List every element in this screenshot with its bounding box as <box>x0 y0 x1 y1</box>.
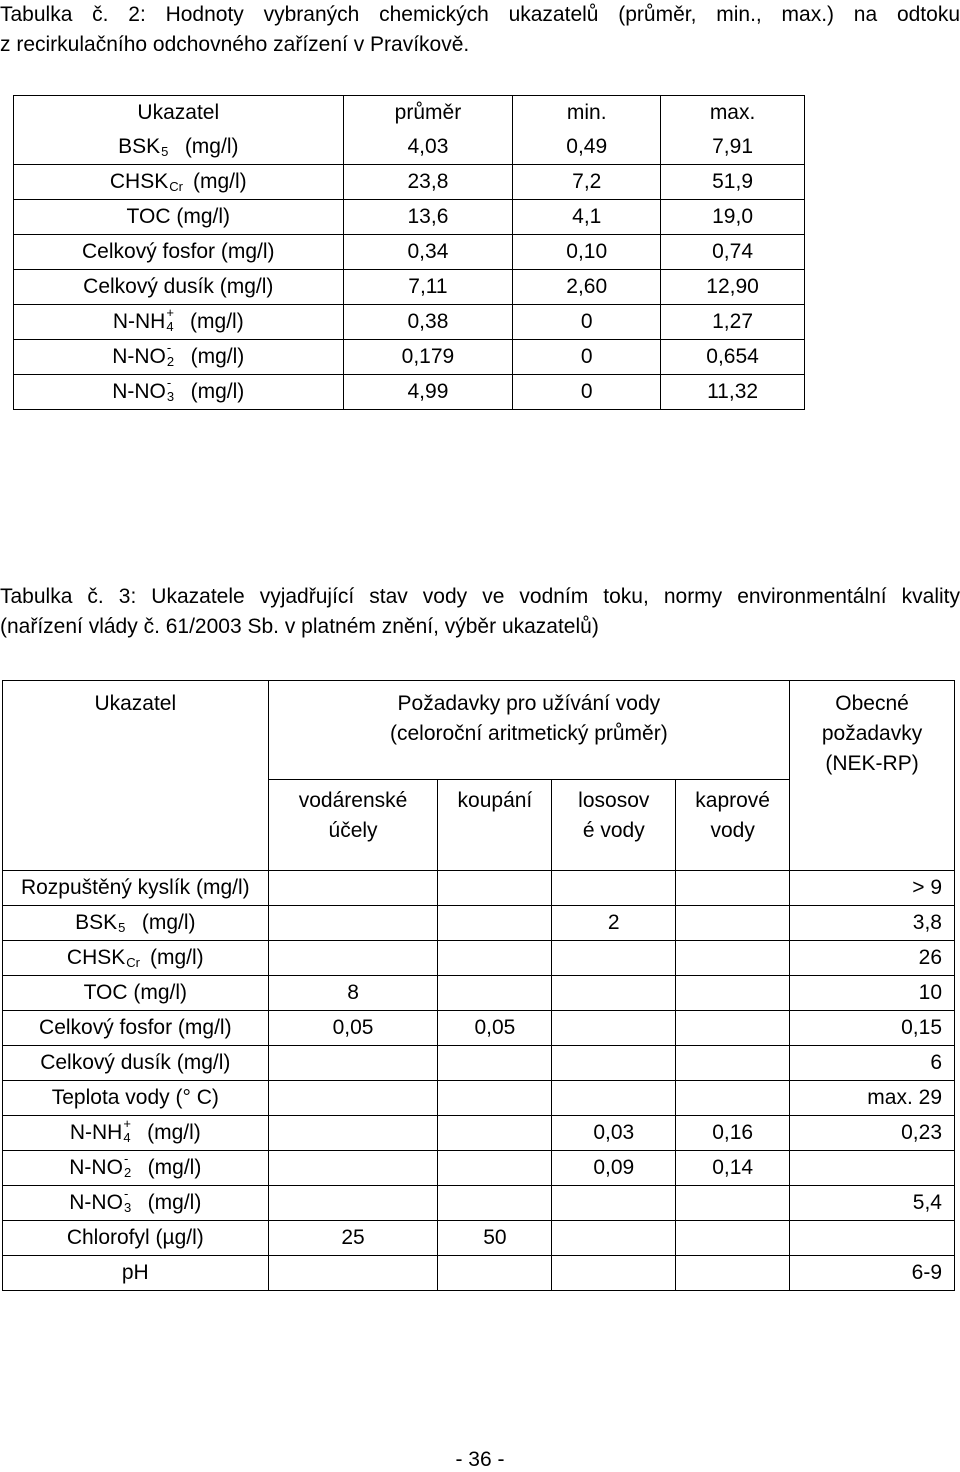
value-cell: 0 <box>513 375 661 410</box>
indicator-name: TOC <box>126 205 171 228</box>
value-cell: 7,91 <box>661 130 805 165</box>
value-cell: 4,1 <box>513 200 661 235</box>
indicator-name: CHSK <box>66 946 126 969</box>
table-row <box>3 1186 955 1221</box>
indicator-cell <box>14 375 344 410</box>
value-cell: 0,16 <box>676 1116 790 1151</box>
value-cell <box>552 941 676 976</box>
indicator-unit: (mg/l) <box>144 946 204 969</box>
table3-header-obecne-line1: Obecné <box>835 692 909 715</box>
indicator-superscript: - <box>166 374 172 390</box>
value-cell <box>268 1151 438 1186</box>
value-cell: 3,8 <box>790 906 955 941</box>
indicator-superscript: + <box>123 1115 131 1131</box>
indicator-unit: (mg/l) <box>141 1191 202 1214</box>
value-cell <box>790 1221 955 1256</box>
value-cell: 25 <box>268 1221 438 1256</box>
indicator-superscript: - <box>123 1150 129 1166</box>
table3-header-pozadavky-line1: Požadavky pro užívání vody <box>397 692 661 715</box>
indicator-index-wrap <box>166 339 185 370</box>
indicator-name: N-NO <box>69 1156 123 1179</box>
value-cell <box>676 1011 790 1046</box>
table2-body <box>14 96 805 410</box>
indicator-unit: (mg/l) <box>127 981 188 1004</box>
indicator-cell <box>14 130 344 165</box>
indicator-name: N-NH <box>112 310 166 333</box>
value-cell: 1,27 <box>661 305 805 340</box>
value-cell: 7,11 <box>343 270 513 305</box>
table-row <box>14 235 805 270</box>
indicator-name: Rozpuštěný kyslík <box>20 876 191 899</box>
table-row <box>3 1116 955 1151</box>
indicator-index-wrap <box>123 1150 142 1181</box>
indicator-name: BSK <box>118 135 161 158</box>
indicator-unit: (° C) <box>169 1086 219 1109</box>
table3-subheader-kaprove-line1: kaprové <box>695 789 770 812</box>
indicator-unit: (µg/l) <box>149 1226 204 1249</box>
table-row <box>3 906 955 941</box>
table3-header-obecne <box>790 681 955 871</box>
indicator-cell <box>14 165 344 200</box>
value-cell: 7,2 <box>513 165 661 200</box>
indicator-name: N-NO <box>112 380 166 403</box>
value-cell <box>552 1221 676 1256</box>
indicator-index-wrap <box>166 374 185 405</box>
value-cell <box>676 1046 790 1081</box>
value-cell: 23,8 <box>343 165 513 200</box>
table2 <box>13 95 805 410</box>
indicator-name: N-NH <box>69 1121 123 1144</box>
table3-header-obecne-line2: požadavky <box>821 722 923 745</box>
indicator-cell <box>14 340 344 375</box>
table3-subheader-vodarenske <box>268 780 438 871</box>
indicator-subscript: 3 <box>123 1199 132 1215</box>
indicator-subscript: 5 <box>161 143 169 159</box>
table3-subheader-lososove-line1: lososov <box>578 789 650 812</box>
value-cell: 0 <box>513 340 661 375</box>
indicator-subscript: Cr <box>126 954 140 970</box>
value-cell <box>438 1186 552 1221</box>
value-cell: 50 <box>438 1221 552 1256</box>
value-cell <box>268 1186 438 1221</box>
indicator-unit: (mg/l) <box>170 205 230 228</box>
value-cell <box>438 871 552 906</box>
indicator-unit: (mg/l) <box>187 170 247 193</box>
indicator-cell <box>3 1046 269 1081</box>
value-cell: 0,10 <box>513 235 661 270</box>
indicator-index-wrap <box>165 304 184 335</box>
table3-caption <box>0 582 960 642</box>
table3-header-obecne-line3: (NEK-RP) <box>825 752 919 775</box>
value-cell <box>268 1046 438 1081</box>
value-cell: 0,03 <box>552 1116 676 1151</box>
value-cell: 4,03 <box>343 130 513 165</box>
indicator-cell <box>14 270 344 305</box>
indicator-name: BSK <box>75 911 118 934</box>
indicator-cell <box>3 1221 269 1256</box>
value-cell <box>438 1081 552 1116</box>
table3-caption-line2: (nařízení vlády č. 61/2003 Sb. v platném znění, výběr ukazatelů) <box>0 615 599 638</box>
table3-header-pozadavky <box>268 681 789 780</box>
table2-caption-line2: z recirkulačního odchovného zařízení v Pravíkově. <box>0 33 470 56</box>
indicator-cell <box>3 976 269 1011</box>
indicator-cell <box>3 871 269 906</box>
table-row <box>14 270 805 305</box>
value-cell <box>268 1081 438 1116</box>
page-number: - 36 - <box>455 1448 505 1471</box>
table3-caption-line1: Tabulka č. 3: Ukazatele vyjadřující stav vody ve vodním toku, normy environmentální kvality <box>0 585 960 608</box>
value-cell <box>676 906 790 941</box>
indicator-cell <box>3 1116 269 1151</box>
value-cell <box>676 1256 790 1291</box>
table-row <box>3 941 955 976</box>
indicator-cell <box>14 200 344 235</box>
table-row <box>14 200 805 235</box>
value-cell <box>552 976 676 1011</box>
table2-caption <box>0 0 960 60</box>
value-cell: max. 29 <box>790 1081 955 1116</box>
indicator-subscript: 2 <box>123 1164 132 1180</box>
value-cell <box>438 941 552 976</box>
table3-header-pozadavky-line2: (celoroční aritmetický průměr) <box>389 722 668 745</box>
value-cell: 8 <box>268 976 438 1011</box>
value-cell: 12,90 <box>661 270 805 305</box>
value-cell: 0,38 <box>343 305 513 340</box>
indicator-unit: (mg/l) <box>184 345 245 368</box>
table-row <box>3 1256 955 1291</box>
table-row <box>3 1221 955 1256</box>
indicator-index-wrap <box>123 1185 142 1216</box>
indicator-subscript: Cr <box>169 178 183 194</box>
value-cell <box>676 976 790 1011</box>
value-cell: 11,32 <box>661 375 805 410</box>
indicator-name: CHSK <box>109 170 169 193</box>
value-cell <box>268 871 438 906</box>
value-cell <box>552 1011 676 1046</box>
table-row <box>3 976 955 1011</box>
value-cell <box>268 1256 438 1291</box>
value-cell: 0,14 <box>676 1151 790 1186</box>
value-cell <box>438 1151 552 1186</box>
value-cell <box>552 1186 676 1221</box>
value-cell: 0,654 <box>661 340 805 375</box>
indicator-unit: (mg/l) <box>184 310 244 333</box>
indicator-name: TOC <box>83 981 128 1004</box>
value-cell <box>676 1186 790 1221</box>
table3-subheader-kaprove-line2: vody <box>710 819 755 842</box>
value-cell: 0,74 <box>661 235 805 270</box>
indicator-unit: (mg/l) <box>141 1156 202 1179</box>
table-row <box>3 871 955 906</box>
value-cell <box>676 1221 790 1256</box>
indicator-index-wrap <box>125 946 144 971</box>
value-cell: 6-9 <box>790 1256 955 1291</box>
indicator-cell <box>3 1186 269 1221</box>
value-cell <box>552 871 676 906</box>
indicator-unit: (mg/l) <box>141 1121 201 1144</box>
indicator-unit: (mg/l) <box>215 240 275 263</box>
indicator-superscript: + <box>166 304 174 320</box>
table2-caption-line1: Tabulka č. 2: Hodnoty vybraných chemických ukazatelů (průměr, min., max.) na odtoku <box>0 3 960 26</box>
indicator-unit: (mg/l) <box>213 275 274 298</box>
indicator-subscript: 4 <box>123 1129 131 1145</box>
table-row <box>14 305 805 340</box>
value-cell <box>790 1151 955 1186</box>
value-cell <box>268 941 438 976</box>
table2-header-row <box>14 96 805 131</box>
table3-header-row1 <box>3 681 955 780</box>
value-cell <box>552 1046 676 1081</box>
indicator-subscript: 4 <box>166 318 174 334</box>
table3-subheader-koupani <box>438 780 552 871</box>
table3-subheader-vodarenske-line2: účely <box>328 819 378 842</box>
indicator-index-wrap <box>160 135 179 160</box>
value-cell: 51,9 <box>661 165 805 200</box>
value-cell <box>438 1116 552 1151</box>
indicator-unit: (mg/l) <box>178 135 239 158</box>
value-cell: 0,05 <box>268 1011 438 1046</box>
value-cell <box>676 941 790 976</box>
indicator-cell <box>3 1011 269 1046</box>
indicator-unit: (mg/l) <box>170 1051 231 1074</box>
value-cell <box>438 1256 552 1291</box>
table3 <box>2 680 955 1291</box>
indicator-index-wrap <box>122 1115 141 1146</box>
indicator-cell <box>3 1151 269 1186</box>
table3-subheader-lososove <box>552 780 676 871</box>
value-cell <box>676 871 790 906</box>
table-row <box>3 1081 955 1116</box>
indicator-name: N-NO <box>112 345 166 368</box>
value-cell: 0,23 <box>790 1116 955 1151</box>
value-cell: > 9 <box>790 871 955 906</box>
indicator-name: Celkový dusík <box>83 275 214 298</box>
table-row <box>14 375 805 410</box>
table3-header-ukazatel: Ukazatel <box>3 681 269 871</box>
value-cell <box>268 906 438 941</box>
indicator-subscript: 2 <box>166 353 175 369</box>
value-cell <box>268 1116 438 1151</box>
indicator-name: N-NO <box>69 1191 123 1214</box>
value-cell: 19,0 <box>661 200 805 235</box>
table-row <box>3 1046 955 1081</box>
value-cell: 2,60 <box>513 270 661 305</box>
indicator-cell <box>3 1256 269 1291</box>
indicator-cell <box>14 305 344 340</box>
value-cell: 10 <box>790 976 955 1011</box>
indicator-name: pH <box>121 1261 149 1284</box>
indicator-superscript: - <box>123 1185 129 1201</box>
table-row <box>14 130 805 165</box>
value-cell <box>676 1081 790 1116</box>
indicator-name: Teplota vody <box>51 1086 170 1109</box>
indicator-name: Celkový fosfor <box>39 1016 173 1039</box>
value-cell: 6 <box>790 1046 955 1081</box>
indicator-unit: (mg/l) <box>184 380 245 403</box>
indicator-name: Chlorofyl <box>66 1226 150 1249</box>
table3-subheader-lososove-line2: é vody <box>582 819 645 842</box>
indicator-name: Celkový fosfor <box>82 240 216 263</box>
table2-header-ukazatel: Ukazatel <box>14 96 344 131</box>
value-cell: 0,09 <box>552 1151 676 1186</box>
value-cell <box>552 1081 676 1116</box>
indicator-unit: (mg/l) <box>136 911 196 934</box>
indicator-subscript: 5 <box>118 919 126 935</box>
value-cell <box>438 976 552 1011</box>
table3-subheader-koupani-line1: koupání <box>457 789 533 812</box>
table-row <box>3 1011 955 1046</box>
indicator-cell <box>3 906 269 941</box>
value-cell: 26 <box>790 941 955 976</box>
table2-header-min: min. <box>513 96 661 131</box>
indicator-superscript: - <box>166 339 172 355</box>
table-row <box>14 165 805 200</box>
indicator-cell <box>3 941 269 976</box>
table2-header-prumer: průměr <box>343 96 513 131</box>
table3-subheader-vodarenske-line1: vodárenské <box>298 789 408 812</box>
table-row <box>3 1151 955 1186</box>
indicator-cell <box>14 235 344 270</box>
table-row <box>14 340 805 375</box>
indicator-cell <box>3 1081 269 1116</box>
value-cell: 4,99 <box>343 375 513 410</box>
indicator-unit: (mg/l) <box>190 876 250 899</box>
value-cell <box>438 906 552 941</box>
indicator-subscript: 3 <box>166 388 175 404</box>
table3-subheader-kaprove <box>676 780 790 871</box>
value-cell: 0,05 <box>438 1011 552 1046</box>
value-cell: 2 <box>552 906 676 941</box>
table3-body <box>3 681 955 1291</box>
value-cell: 0,179 <box>343 340 513 375</box>
value-cell: 13,6 <box>343 200 513 235</box>
value-cell: 0,49 <box>513 130 661 165</box>
value-cell <box>552 1256 676 1291</box>
table2-header-max: max. <box>661 96 805 131</box>
value-cell: 5,4 <box>790 1186 955 1221</box>
indicator-unit: (mg/l) <box>172 1016 232 1039</box>
value-cell: 0 <box>513 305 661 340</box>
value-cell <box>438 1046 552 1081</box>
indicator-name: Celkový dusík <box>40 1051 171 1074</box>
value-cell: 0,34 <box>343 235 513 270</box>
indicator-index-wrap <box>117 911 136 936</box>
indicator-index-wrap <box>168 170 187 195</box>
value-cell: 0,15 <box>790 1011 955 1046</box>
